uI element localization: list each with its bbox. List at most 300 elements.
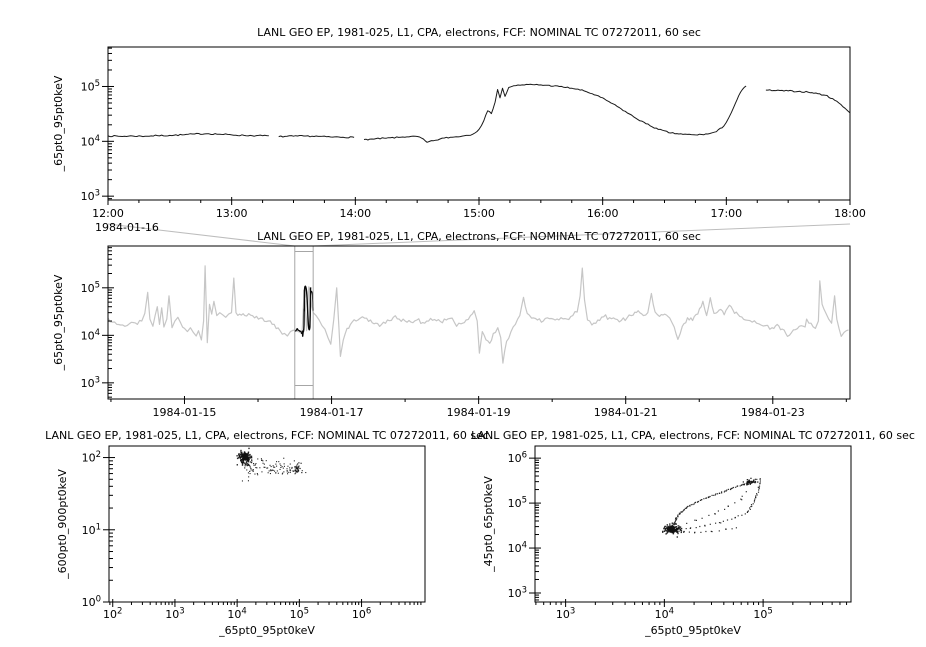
scatter-dot	[275, 472, 276, 473]
scatter-dot	[244, 467, 245, 468]
scatter-dot	[704, 525, 705, 526]
y-tick-label: $10^1$	[81, 522, 101, 537]
scatter-dot	[746, 491, 747, 492]
scatter-dot	[687, 506, 688, 507]
scatter-dot	[753, 503, 754, 504]
highlight-series-line	[295, 286, 313, 336]
scatter-dot	[717, 493, 718, 494]
scatter-dot	[676, 526, 677, 527]
scatter-dot	[249, 471, 250, 472]
scatter-dot	[712, 495, 713, 496]
scatter-dot	[692, 504, 693, 505]
scatter-dot	[298, 467, 299, 468]
panel-scatter-600-900[interactable]	[45, 429, 489, 637]
scatter-dot	[280, 467, 281, 468]
scatter-dot	[753, 481, 754, 482]
scatter-dot	[244, 456, 245, 457]
scatter-dot	[737, 485, 738, 486]
scatter-dot	[247, 455, 248, 456]
scatter-dot	[743, 481, 744, 482]
scatter-dot	[715, 523, 716, 524]
scatter-dot	[251, 457, 252, 458]
scatter-dot	[280, 465, 281, 466]
scatter-dot	[758, 489, 759, 490]
scatter-dot	[273, 467, 274, 468]
x-tick-label: 1984-01-17	[299, 406, 364, 419]
plot-frame	[108, 246, 850, 399]
scatter-dot	[255, 464, 256, 465]
scatter-dot	[287, 473, 288, 474]
scatter-dot	[678, 531, 679, 532]
scatter-dot	[710, 496, 711, 497]
scatter-dot	[723, 521, 724, 522]
scatter-dot	[742, 484, 743, 485]
scatter-dot	[274, 467, 275, 468]
scatter-dot	[305, 472, 306, 473]
scatter-dot	[241, 456, 242, 457]
scatter-dot	[293, 471, 294, 472]
scatter-dot	[298, 469, 299, 470]
scatter-dot	[245, 464, 246, 465]
scatter-dot	[300, 468, 301, 469]
scatter-dot	[248, 465, 249, 466]
x-tick-label: 1984-01-19	[446, 406, 511, 419]
scatter-dot	[675, 529, 676, 530]
scatter-dot	[748, 480, 749, 481]
scatter-dot	[733, 487, 734, 488]
scatter-dot	[245, 465, 246, 466]
scatter-dot	[754, 500, 755, 501]
x-axis-date-label: 1984-01-16	[95, 221, 159, 234]
x-tick-label: $10^6$	[351, 606, 372, 621]
panel-zoom-timeseries[interactable]	[52, 26, 866, 234]
scatter-dot	[301, 463, 302, 464]
scatter-dot	[248, 472, 249, 473]
scatter-dot	[271, 466, 272, 467]
scatter-dot	[699, 526, 700, 527]
scatter-dot	[675, 531, 676, 532]
scatter-dot	[669, 523, 670, 524]
x-tick-label: $10^4$	[227, 606, 247, 621]
scatter-dot	[680, 526, 681, 527]
scatter-dot	[754, 499, 755, 500]
y-tick-label: $10^6$	[507, 450, 527, 466]
scatter-dot	[715, 493, 716, 494]
scatter-dot	[264, 464, 265, 465]
scatter-dot	[248, 461, 249, 462]
scatter-dot	[758, 492, 759, 493]
x-tick-label: $10^5$	[753, 606, 773, 621]
scatter-dot	[250, 461, 251, 462]
scatter-dot	[295, 473, 296, 474]
y-tick-label: $10^5$	[80, 78, 100, 94]
scatter-dot	[251, 459, 252, 460]
scatter-dot	[684, 509, 685, 510]
scatter-dot	[297, 468, 298, 469]
scatter-dot	[245, 454, 246, 455]
scatter-dot	[242, 480, 243, 481]
scatter-dot	[253, 471, 254, 472]
scatter-dot	[746, 483, 747, 484]
scatter-dot	[727, 519, 728, 520]
plot-content	[108, 266, 849, 363]
scatter-dot	[695, 502, 696, 503]
x-tick-label: $10^3$	[165, 606, 185, 621]
scatter-dot	[246, 455, 247, 456]
scatter-dot	[255, 467, 256, 468]
scatter-dot	[277, 470, 278, 471]
scatter-dot	[238, 457, 239, 458]
scatter-dot	[287, 471, 288, 472]
scatter-dot	[750, 509, 751, 510]
scatter-dot	[728, 506, 729, 507]
plot-title: LANL GEO EP, 1981-025, L1, CPA, electrons, FCF: NOMINAL TC 07272011, 60 sec	[471, 429, 915, 442]
scatter-dot	[669, 530, 670, 531]
scatter-dot	[750, 478, 751, 479]
scatter-dot	[747, 511, 748, 512]
scatter-dot	[694, 503, 695, 504]
scatter-dot	[290, 472, 291, 473]
scatter-dot	[678, 514, 679, 515]
x-tick-label: 1984-01-21	[593, 406, 658, 419]
y-axis	[81, 48, 114, 203]
scatter-dot	[257, 474, 258, 475]
scatter-points	[236, 448, 306, 482]
scatter-dot	[276, 466, 277, 467]
scatter-dot	[747, 479, 748, 480]
scatter-dot	[273, 470, 274, 471]
scatter-dot	[242, 453, 243, 454]
scatter-dot	[278, 461, 279, 462]
scatter-dot	[298, 466, 299, 467]
scatter-dot	[681, 532, 682, 533]
scatter-dot	[694, 520, 695, 521]
scatter-dot	[255, 463, 256, 464]
scatter-dot	[667, 528, 668, 529]
scatter-dot	[744, 483, 745, 484]
x-tick-label: $10^4$	[654, 606, 675, 621]
scatter-dot	[677, 528, 678, 529]
scatter-dot	[274, 471, 275, 472]
x-tick-label: 14:00	[339, 207, 372, 220]
scatter-dot	[680, 530, 681, 531]
scatter-dot	[282, 473, 283, 474]
scatter-dot	[283, 468, 284, 469]
scatter-dot	[247, 457, 248, 458]
y-axis-label: _600pt0_900pt0keV	[56, 469, 69, 579]
plot-title: LANL GEO EP, 1981-025, L1, CPA, electrons, FCF: NOMINAL TC 07272011, 60 sec	[257, 230, 701, 243]
scatter-dot	[264, 467, 265, 468]
scatter-dot	[296, 466, 297, 467]
plot-content	[108, 84, 850, 142]
zoom-series-line	[108, 84, 850, 142]
scatter-dot	[253, 463, 254, 464]
scatter-dot	[741, 515, 742, 516]
scatter-dot	[236, 455, 237, 456]
scatter-dot	[242, 462, 243, 463]
scatter-dot	[249, 456, 250, 457]
scatter-dot	[297, 463, 298, 464]
scatter-dot	[283, 458, 284, 459]
scatter-dot	[244, 454, 245, 455]
scatter-dot	[292, 467, 293, 468]
scatter-dot	[254, 474, 255, 475]
scatter-dot	[710, 524, 711, 525]
scatter-dot	[251, 469, 252, 470]
context-series-line	[108, 266, 849, 363]
scatter-dot	[700, 532, 701, 533]
scatter-dot	[735, 487, 736, 488]
scatter-dot	[674, 527, 675, 528]
scatter-dot	[261, 458, 262, 459]
panel-context-timeseries[interactable]	[52, 230, 850, 419]
scatter-dot	[287, 470, 288, 471]
scatter-dot	[302, 470, 303, 471]
scatter-dot	[280, 469, 281, 470]
scatter-dot	[679, 526, 680, 527]
scatter-dot	[751, 504, 752, 505]
scatter-dot	[250, 468, 251, 469]
scatter-dot	[757, 481, 758, 482]
scatter-dot	[249, 459, 250, 460]
scatter-dot	[714, 513, 715, 514]
scatter-dot	[238, 453, 239, 454]
scatter-dot	[664, 531, 665, 532]
scatter-dot	[726, 529, 727, 530]
scatter-dot	[287, 468, 288, 469]
scatter-dot	[754, 501, 755, 502]
x-tick-label: 13:00	[215, 207, 248, 220]
scatter-dot	[759, 488, 760, 489]
scatter-dot	[240, 450, 241, 451]
scatter-dot	[694, 532, 695, 533]
scatter-dot	[677, 532, 678, 533]
scatter-dot	[664, 527, 665, 528]
scatter-dot	[686, 523, 687, 524]
scatter-dot	[678, 527, 679, 528]
scatter-dot	[680, 513, 681, 514]
scatter-dot	[251, 460, 252, 461]
y-tick-label: $10^5$	[80, 280, 100, 295]
scatter-dot	[276, 461, 277, 462]
scatter-dot	[691, 504, 692, 505]
scatter-dot	[745, 513, 746, 514]
scatter-dot	[741, 484, 742, 485]
scatter-dot	[690, 527, 691, 528]
scatter-dot	[271, 470, 272, 471]
panel-scatter-45-65[interactable]	[471, 429, 915, 637]
y-tick-label: $10^2$	[81, 450, 101, 465]
scatter-dot	[250, 466, 251, 467]
scatter-dot	[757, 494, 758, 495]
y-axis	[508, 451, 541, 600]
scatter-dot	[749, 481, 750, 482]
scatter-dot	[243, 458, 244, 459]
scatter-dot	[251, 462, 252, 463]
scatter-dot	[755, 479, 756, 480]
scatter-dot	[708, 515, 709, 516]
scatter-dot	[673, 531, 674, 532]
scatter-dot	[665, 533, 666, 534]
scatter-dot	[681, 528, 682, 529]
scatter-dot	[280, 463, 281, 464]
scatter-dot	[740, 485, 741, 486]
scatter-dot	[728, 489, 729, 490]
scatter-dot	[703, 498, 704, 499]
y-axis-label: _45pt0_65pt0keV	[482, 476, 495, 572]
scatter-dot	[685, 508, 686, 509]
scatter-dot	[295, 469, 296, 470]
scatter-dot	[672, 523, 673, 524]
scatter-dot	[270, 469, 271, 470]
scatter-dot	[678, 525, 679, 526]
scatter-dot	[273, 465, 274, 466]
plot-frame	[108, 47, 850, 200]
scatter-dot	[284, 463, 285, 464]
scatter-dot	[718, 510, 719, 511]
scatter-dot	[671, 531, 672, 532]
scatter-dot	[748, 484, 749, 485]
scatter-dot	[735, 517, 736, 518]
y-tick-label: $10^4$	[80, 327, 100, 343]
scatter-dot	[242, 460, 243, 461]
y-tick-label: $10^0$	[81, 594, 101, 609]
scatter-dot	[731, 519, 732, 520]
scatter-dot	[283, 471, 284, 472]
scatter-dot	[696, 527, 697, 528]
scatter-dot	[262, 460, 263, 461]
scatter-dot	[263, 463, 264, 464]
y-axis-label: _65pt0_95pt0keV	[52, 274, 65, 371]
x-tick-label: 17:00	[710, 207, 743, 220]
plot-title: LANL GEO EP, 1981-025, L1, CPA, electrons, FCF: NOMINAL TC 07272011, 60 sec	[45, 429, 489, 442]
scatter-dot	[755, 495, 756, 496]
scatter-dot	[269, 470, 270, 471]
scatter-dot	[670, 528, 671, 529]
scatter-dot	[741, 499, 742, 500]
scatter-dot	[241, 453, 242, 454]
scatter-dot	[724, 490, 725, 491]
scatter-dot	[257, 458, 258, 459]
scatter-dot	[252, 470, 253, 471]
scatter-dot	[289, 467, 290, 468]
scatter-dot	[290, 464, 291, 465]
x-axis-label: _65pt0_95pt0keV	[645, 624, 741, 637]
scatter-dot	[257, 473, 258, 474]
scatter-dot	[243, 459, 244, 460]
scatter-dot	[736, 527, 737, 528]
plot-frame	[535, 446, 851, 602]
scatter-dot	[297, 470, 298, 471]
y-axis-label: _65pt0_95pt0keV	[52, 75, 65, 172]
x-axis-label: _65pt0_95pt0keV	[219, 624, 315, 637]
scatter-dot	[298, 462, 299, 463]
scatter-dot	[719, 530, 720, 531]
scatter-dot	[742, 496, 743, 497]
y-axis	[82, 450, 115, 609]
scatter-points	[662, 478, 761, 538]
scatter-dot	[284, 466, 285, 467]
y-axis	[81, 248, 114, 397]
scatter-dot	[696, 520, 697, 521]
scatter-dot	[275, 464, 276, 465]
scatter-dot	[248, 452, 249, 453]
scatter-dot	[672, 525, 673, 526]
scatter-dot	[666, 526, 667, 527]
y-tick-label: $10^5$	[507, 495, 527, 511]
scatter-dot	[711, 531, 712, 532]
scatter-dot	[756, 479, 757, 480]
scatter-dot	[751, 506, 752, 507]
scatter-dot	[755, 497, 756, 498]
scatter-dot	[242, 464, 243, 465]
scatter-dot	[248, 448, 249, 449]
scatter-dot	[278, 473, 279, 474]
scatter-dot	[721, 491, 722, 492]
x-tick-label: 18:00	[834, 207, 866, 220]
y-tick-label: $10^4$	[80, 133, 100, 149]
scatter-dot	[266, 460, 267, 461]
x-tick-label: $10^5$	[289, 606, 310, 621]
scatter-dot	[665, 528, 666, 529]
scatter-dot	[720, 522, 721, 523]
scatter-dot	[245, 453, 246, 454]
scatter-dot	[702, 518, 703, 519]
plot-frame	[109, 446, 425, 602]
scatter-dot	[732, 528, 733, 529]
scatter-dot	[270, 465, 271, 466]
scatter-dot	[676, 517, 677, 518]
x-tick-label: $10^2$	[103, 606, 123, 621]
scatter-dot	[756, 493, 757, 494]
scatter-dot	[724, 509, 725, 510]
scatter-dot	[677, 533, 678, 534]
scatter-dot	[242, 457, 243, 458]
scatter-dot	[672, 529, 673, 530]
scatter-dot	[726, 490, 727, 491]
scatter-dot	[268, 472, 269, 473]
scatter-dot	[296, 471, 297, 472]
scatter-dot	[254, 465, 255, 466]
scatter-dot	[246, 461, 247, 462]
y-tick-label: $10^3$	[507, 585, 527, 601]
scatter-dot	[667, 524, 668, 525]
scatter-dot	[237, 464, 238, 465]
scatter-dot	[662, 532, 663, 533]
scatter-dot	[259, 467, 260, 468]
scatter-dot	[664, 526, 665, 527]
scatter-dot	[759, 486, 760, 487]
y-tick-label: $10^3$	[80, 188, 100, 204]
scatter-dot	[248, 480, 249, 481]
scatter-dot	[270, 473, 271, 474]
plot-title: LANL GEO EP, 1981-025, L1, CPA, electrons, FCF: NOMINAL TC 07272011, 60 sec	[257, 26, 701, 39]
x-tick-label: 1984-01-15	[152, 406, 217, 419]
scatter-dot	[719, 522, 720, 523]
scatter-dot	[666, 530, 667, 531]
x-tick-label: 12:00	[92, 207, 124, 220]
scatter-dot	[719, 493, 720, 494]
scatter-dot	[705, 531, 706, 532]
scatter-dot	[686, 528, 687, 529]
x-tick-label: 1984-01-23	[740, 406, 805, 419]
scatter-dot	[759, 479, 760, 480]
scatter-dot	[758, 487, 759, 488]
scatter-dot	[759, 483, 760, 484]
scatter-dot	[256, 467, 257, 468]
scatter-dot	[243, 453, 244, 454]
scatter-dot	[713, 495, 714, 496]
